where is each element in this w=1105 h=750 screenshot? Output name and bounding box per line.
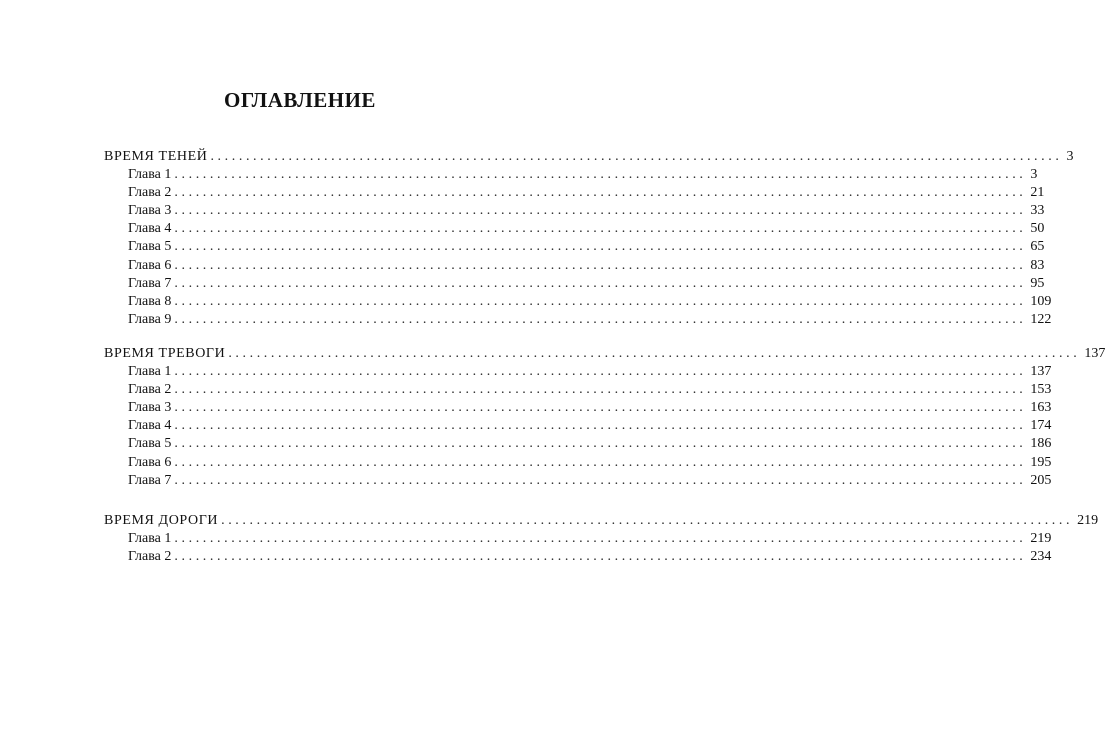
toc-chapter-entry	[104, 399, 1052, 417]
chapter-title: Глава 4	[128, 221, 172, 237]
page-number: 3	[1030, 167, 1038, 183]
page-number: 95	[1030, 275, 1045, 291]
toc-chapter-entry	[104, 417, 1052, 435]
page-number: 186	[1030, 436, 1052, 452]
page-number: 50	[1030, 221, 1045, 237]
page-number: 33	[1030, 203, 1045, 219]
dot-leader: ........................................................................................................................	[174, 167, 1027, 183]
part-title: ВРЕМЯ ДОРОГИ	[104, 513, 219, 528]
dot-leader: ........................................................................................................................	[174, 221, 1027, 237]
page-number: 109	[1030, 293, 1052, 309]
toc-part-1	[104, 148, 1074, 329]
toc-chapter-entry	[104, 363, 1052, 381]
toc-part-3	[104, 512, 1099, 566]
chapter-title: Глава 5	[128, 239, 172, 255]
chapter-title: Глава 5	[128, 436, 172, 452]
chapter-title: Глава 6	[128, 257, 172, 273]
part-title: ВРЕМЯ ТЕНЕЙ	[104, 149, 208, 164]
page-number: 65	[1030, 239, 1045, 255]
page-number: 234	[1030, 549, 1052, 565]
toc-chapter-entry	[104, 184, 1045, 202]
chapter-title: Глава 7	[128, 472, 172, 488]
dot-leader: ........................................................................................................................	[174, 311, 1027, 327]
chapter-title: Глава 2	[128, 549, 172, 565]
toc-chapter-entry	[104, 293, 1052, 311]
toc-chapter-entry	[104, 548, 1052, 566]
chapter-title: Глава 8	[128, 293, 172, 309]
dot-leader: ........................................................................................................................	[174, 382, 1027, 398]
dot-leader: ........................................................................................................................	[174, 293, 1027, 309]
toc-chapter-entry	[104, 202, 1045, 220]
toc-chapter-entry	[104, 454, 1052, 472]
chapter-title: Глава 1	[128, 167, 172, 183]
toc-part-entry	[104, 345, 1105, 363]
page-number: 83	[1030, 257, 1045, 273]
chapter-title: Глава 1	[128, 531, 172, 547]
page-number: 219	[1077, 513, 1099, 528]
dot-leader: ........................................................................................................................	[174, 364, 1027, 380]
dot-leader: ........................................................................................................................	[174, 239, 1027, 255]
dot-leader: ........................................................................................................................	[174, 549, 1027, 565]
chapter-title: Глава 7	[128, 275, 172, 291]
toc-chapter-entry	[104, 381, 1052, 399]
toc-chapter-entry	[104, 472, 1052, 490]
toc-part-2	[104, 345, 1105, 490]
toc-chapter-entry	[104, 238, 1045, 256]
page-number: 137	[1030, 364, 1052, 380]
dot-leader: ........................................................................................................................	[210, 149, 1063, 164]
dot-leader: ........................................................................................................................	[228, 346, 1081, 361]
chapter-title: Глава 3	[128, 203, 172, 219]
page-number: 21	[1030, 185, 1045, 201]
toc-chapter-entry	[104, 220, 1045, 238]
toc-chapter-entry	[104, 257, 1045, 275]
page-number: 195	[1030, 454, 1052, 470]
toc-chapter-entry	[104, 166, 1038, 184]
page-number: 163	[1030, 400, 1052, 416]
toc-part-entry	[104, 148, 1074, 166]
chapter-title: Глава 1	[128, 364, 172, 380]
part-title: ВРЕМЯ ТРЕВОГИ	[104, 346, 226, 361]
dot-leader: ........................................................................................................................	[174, 531, 1027, 547]
chapter-title: Глава 9	[128, 311, 172, 327]
page-number: 174	[1030, 418, 1052, 434]
chapter-title: Глава 3	[128, 400, 172, 416]
page-number: 153	[1030, 382, 1052, 398]
dot-leader: ........................................................................................................................	[174, 185, 1027, 201]
toc-chapter-entry	[104, 530, 1052, 548]
dot-leader: ........................................................................................................................	[174, 418, 1027, 434]
page-number: 122	[1030, 311, 1052, 327]
dot-leader: ........................................................................................................................	[174, 257, 1027, 273]
dot-leader: ........................................................................................................................	[174, 400, 1027, 416]
toc-chapter-entry	[104, 275, 1045, 293]
page-title: ОГЛАВЛЕНИЕ	[224, 88, 376, 112]
dot-leader: ........................................................................................................................	[174, 436, 1027, 452]
chapter-title: Глава 2	[128, 185, 172, 201]
dot-leader: ........................................................................................................................	[174, 203, 1027, 219]
page-number: 219	[1030, 531, 1052, 547]
dot-leader: ........................................................................................................................	[174, 454, 1027, 470]
toc-chapter-entry	[104, 311, 1052, 329]
page-number: 205	[1030, 472, 1052, 488]
toc-chapter-entry	[104, 435, 1052, 453]
page-number: 137	[1084, 346, 1105, 361]
dot-leader: ........................................................................................................................	[174, 275, 1027, 291]
dot-leader: ........................................................................................................................	[221, 513, 1074, 528]
dot-leader: ........................................................................................................................	[174, 472, 1027, 488]
page-number: 3	[1066, 149, 1074, 164]
toc-part-entry	[104, 512, 1099, 530]
chapter-title: Глава 2	[128, 382, 172, 398]
chapter-title: Глава 6	[128, 454, 172, 470]
chapter-title: Глава 4	[128, 418, 172, 434]
